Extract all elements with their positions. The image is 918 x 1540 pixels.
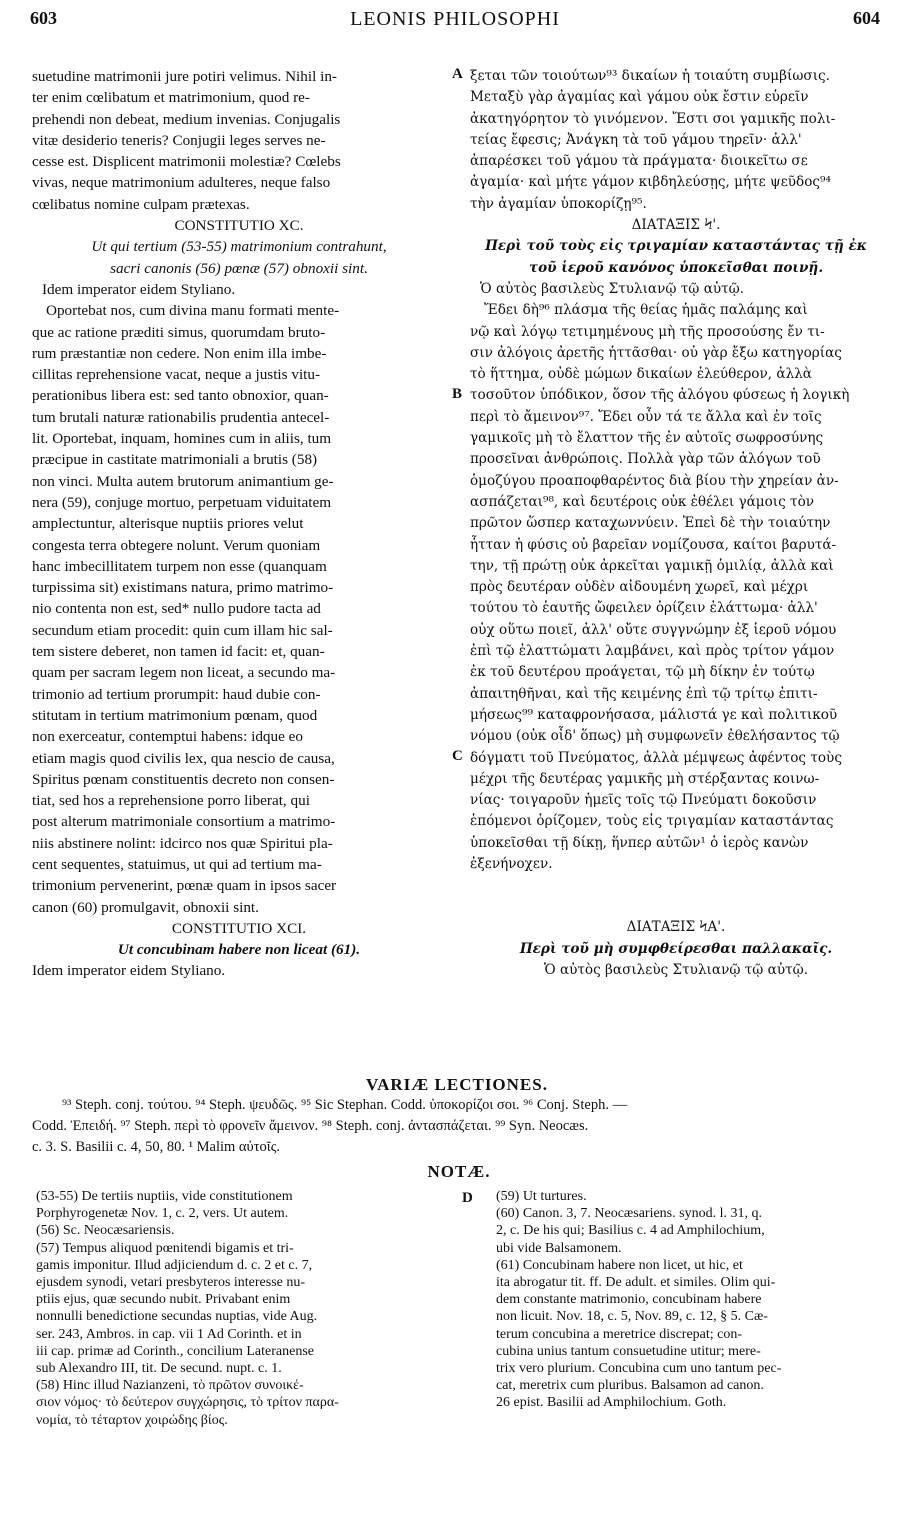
diataxis-90-title: ΔΙΑΤΑΞΙΣ Ϟ'.	[631, 217, 721, 234]
constitutio-90-title: CONSTITUTIO XC.	[174, 217, 304, 235]
constitutio-90-address: Idem imperator eidem Styliano.	[42, 280, 236, 298]
variae-line: ⁹³ Steph. conj. τούτου. ⁹⁴ Steph. ψευδῶς. ⁹⁵ Sic Stephan. Codd. ὑποκορίζοι σοι. ⁹⁶ Conj. Steph. —	[62, 1097, 628, 1113]
diataxis-90-address: Ὁ αὐτὸς βασιλεὺς Στυλιανῷ τῷ αὐτῷ.	[480, 280, 745, 297]
constitutio-91-title: CONSTITUTIO XCI.	[171, 919, 307, 937]
notae-left-column: (53-55) De tertiis nuptiis, vide constitutionem Porphyrogenetæ Nov. 1, c. 2, vers. Ut autem. (56) Sc. Neocæsariensis. (57) Tempus aliquod pœnitendi bigamis et tri- gamis imponitur. Illud adjiciendum d. c. 2 et c. 7, ejusdem synodi, vetari presbyteros interesse nu- ptiis ejus, quæ secundo nubit. Privabant enim nonnulli benedictione secundas nuptias, vide Aug. ser. 243, Ambros. in cap. vii 1 Ad Corinth. et in iii cap. primæ ad Corinth., concilium Lateranense sub Alexandro III, tit. De secund. nupt. c. 1. (58) Hinc illud Nazianzeni, τὸ πρῶτον συνοικέ- σιον νόμος· τὸ δεύτερον συγχώρησις, τὸ τρίτον παρα- νομία, τὸ τέταρτον χοιρώδης βίος.	[36, 1189, 339, 1428]
margin-letter-b: B	[452, 386, 463, 402]
notae-title: NOTÆ.	[427, 1162, 491, 1181]
constitutio-90-subtitle: Ut qui tertium (53-55) matrimonium contrahunt, sacri canonis (56) pœnæ (57) obnoxii sint.	[91, 238, 387, 277]
running-head: LEONIS PHILOSOPHI	[350, 8, 560, 30]
margin-letter-c: C	[452, 748, 463, 764]
latin-intro: suetudine matrimonii jure potiri velimus. Nihil in- ter enim cœlibatum et matrimonium, quod re- prehendi non debeat, medium invenias. Conjugalis vitæ desiderio teneris? Conjugii leges serves ne- cesse est. Displicent matrimonii molestiæ? Cœlebs vivas, neque matrimonium adulteres, neque falso cœlibatus nomine culpam prætexas.	[32, 68, 341, 213]
notae-right-column: (59) Ut turtures. (60) Canon. 3, 7. Neocæsariens. synod. l. 31, q. 2, c. De his qui; Basilius c. 4 ad Amphilochium, ubi vide Balsamonem. (61) Concubinam habere non licet, ut hic, et ita abrogatur tit. ff. De adult. et similes. Olim qui- dem constante matrimonio, concubinam habere non licuit. Nov. 18, c. 5, Nov. 89, c. 12, § 5. Cæ- terum concubina a meretrice discrepat; con- cubina unius tantum consuetudine utitur; mere- trix vero plurium. Concubina cum uno tantum pec- cat, meretrix cum pluribus. Balsamon ad canon. 26 epist. Basilii ad Amphilochium. Goth.	[496, 1189, 782, 1411]
diataxis-91-address: Ὁ αὐτὸς βασιλεὺς Στυλιανῷ τῷ αὐτῷ.	[543, 961, 809, 978]
constitutio-91-subtitle: Ut concubinam habere non liceat (61).	[117, 941, 361, 959]
constitutio-90-text: Oportebat nos, cum divina manu formati mente- que ac ratione præditi simus, quorumdam bruto- rum præstantiæ non cedere. Non enim illa imbe- cillitas reprehensione vacat, neque a justis vitu- perationibus libera est: sed tanto obnoxior, quan- tum brutali naturæ rationabilis prudentia antecel- lit. Oportebat, inquam, homines cum in aliis, tum præcipue in castitate matrimoniali a brutis (58) non vinci. Multa autem brutorum animantium ge- nera (59), conjuge mortuo, perpetuam viduitatem amplectuntur, alterisque nuptiis priores velut congesta terra obtegere nolunt. Verum quoniam hanc imbecillitatem turpem non esse (quanquam turpissima sit) existimans natura, primo matrimo- nio contenta non est, sed* nullo pudore tacta ad secundum etiam procedit: quin cum illam hic sal- tem sistere deberet, non tamen id facit: et, quan- quam per sacram legem non liceat, a secundo ma- trimonio ad tertium prorumpit: haud dubie con- stitutam in tertium matrimonium pœnam, quod non exerceatur, contemptui habens: idque eo etiam magis quod civilis lex, qua nescio de causa, Spiritus pœnam constituentis decreto non consen- tiat, sed hos a reprehensione porro liberat, qui post alterum matrimoniale consortium a matrimo- niis abstinere nolint: idcirco nos quæ Spiritui pla- cent sequentes, statuimus, ut qui ad tertium ma- trimonium pervenerint, pœnæ quam in ipsos sacer canon (60) promulgavit, obnoxii sint.	[32, 302, 340, 916]
variae-title: VARIÆ LECTIONES.	[366, 1075, 548, 1094]
margin-letter-a: A	[452, 66, 463, 82]
page-number-left: 603	[30, 8, 57, 28]
diataxis-91-title: ΔΙΑΤΑΞΙΣ ϞΑ'.	[626, 919, 726, 936]
latin-column	[32, 66, 446, 982]
diataxis-91-subtitle: Περὶ τοῦ μὴ συμφθείρεσθαι παλλακαῖς.	[519, 940, 833, 957]
constitutio-91-address: Idem imperator eidem Styliano.	[32, 962, 226, 980]
margin-letter-d: D	[462, 1190, 473, 1206]
page-number-right: 604	[853, 8, 880, 28]
variae-line: c. 3. S. Basilii c. 4, 50, 80. ¹ Malim αὐτοῖς.	[32, 1139, 281, 1155]
page-header	[30, 8, 880, 38]
diataxis-90-subtitle: Περὶ τοῦ τοὺς εἰς τριγαμίαν καταστάντας τῇ ἐκ τοῦ ἱεροῦ κανόνος ὑποκεῖσθαι ποινῇ.	[485, 238, 867, 276]
greek-intro: ξεται τῶν τοιούτων⁹³ δικαίων ἡ τοιαύτη συμβίωσις. Μεταξὺ γὰρ ἀγαμίας καὶ γάμου οὐκ ἔστιν εὑρεῖν ἀκατηγόρητον τὸ γινόμενον. Ἔστι σοι γαμικῆς πολι- τείας ἔφεσις; Ἀνάγκη τὰ τοῦ γάμου τηρεῖν· ἀλλ' ἀπαρέσκει τοῦ γάμου τὰ πράγματα· διοικεῖτω σε ἀγαμία· καὶ μήτε γάμον κιβδηλεύσῃς, μήτε ψεῦδος⁹⁴ τὴν ἀγαμίαν ὑποκορίζῃ⁹⁵.	[470, 68, 836, 212]
variae-lectiones	[32, 1074, 882, 1158]
diataxis-90-text: Ἔδει δὴ⁹⁶ πλάσμα τῆς θείας ἡμᾶς παλάμης καὶ νῷ καὶ λόγῳ τετιμημένους μὴ τῆς προσούσης ἔν τι- σιν ἀλόγοις ἀρετῆς ἡττᾶσθαι· οὐ γὰρ ἔξω κατηγορίας τὸ ἥττημα, οὐδὲ μώμων δικαίων ἐλεύθερον, ἀλλὰ τοσοῦτον ὑπόδικον, ὅσον τῆς ἀλόγου φύσεως ἡ λογικὴ περὶ τὸ ἄμεινον⁹⁷. Ἔδει οὖν τά τε ἄλλα καὶ ἐν τοῖς γαμικοῖς μὴ τὸ ἔλαττον τῆς ἐν αὐτοῖς σωφροσύνης προσεῖναι ἀνθρώποις. Πολλὰ γὰρ τῶν ἀλόγων τοῦ ὁμοζύγου προαποφθαρέντος διὰ βίου τὴν χηρείαν ἀν- ασπάζεται⁹⁸, καὶ δευτέροις οὐκ ἐθέλει γάμοις τὸν πρῶτον ὥσπερ καταχωννύειν. Ἐπεὶ δὲ τὴν τοιαύτην ἧτταν ἡ φύσις οὐ βαρεῖαν νομίζουσα, καίτοι βαρυτά- την, τῇ πρώτῃ οὐκ ἀρκεῖται γαμικῇ ὁμιλίᾳ, ἀλλὰ καὶ πρὸς δευτέραν οὐδὲν αἰδουμένη χωρεῖ, καὶ μέχρι τούτου τὸ ἑαυτῆς ὤφειλεν ὁρίζειν ἐλάττωμα· ἀλλ' οὐχ οὕτω ποιεῖ, ἀλλ' οὔτε συγγνώμην ἐξ ἱεροῦ νόμου ἐπὶ τῷ ἐλαττώματι λαμβάνει, καὶ πρὸς τρίτον γάμον ἐκ τοῦ δευτέρου προάγεται, τῷ μὴ δίκην ἐν τούτῳ ἀπαιτηθῆναι, καὶ τῆς κειμένης ἐπὶ τῷ τρίτῳ ἐπιτι- μήσεως⁹⁹ καταφρονήσασα, μάλιστά γε καὶ πολιτικοῦ νόμου (οὐκ οἶδ' ὅπως) μὴ συμφωνεῖν ἐθελήσαντος τῷ δόγματι τοῦ Πνεύματος, ἀλλὰ μέμψεως ἀφέντος τοὺς μέχρι τῆς δευτέρας γαμικῆς μὴ στέρξαντας κοινω- νίας· τοιγαροῦν ἡμεῖς τοῖς τῷ Πνεύματι δοκοῦσιν ἑπόμενοι ὁρίζομεν, τοὺς εἰς τριγαμίαν καταστάντας ὑποκεῖσθαι τῇ δίκῃ, ἥνπερ αὐτῶν¹ ὁ ἱερὸς κανὼν ἐξενήνοχεν.	[470, 302, 850, 872]
variae-line: Codd. Ἐπειδή. ⁹⁷ Steph. περὶ τὸ φρονεῖν ἄμεινον. ⁹⁸ Steph. conj. ἀντασπάζεται. ⁹⁹ Syn. Neocæs.	[32, 1118, 589, 1134]
greek-column	[470, 66, 882, 981]
